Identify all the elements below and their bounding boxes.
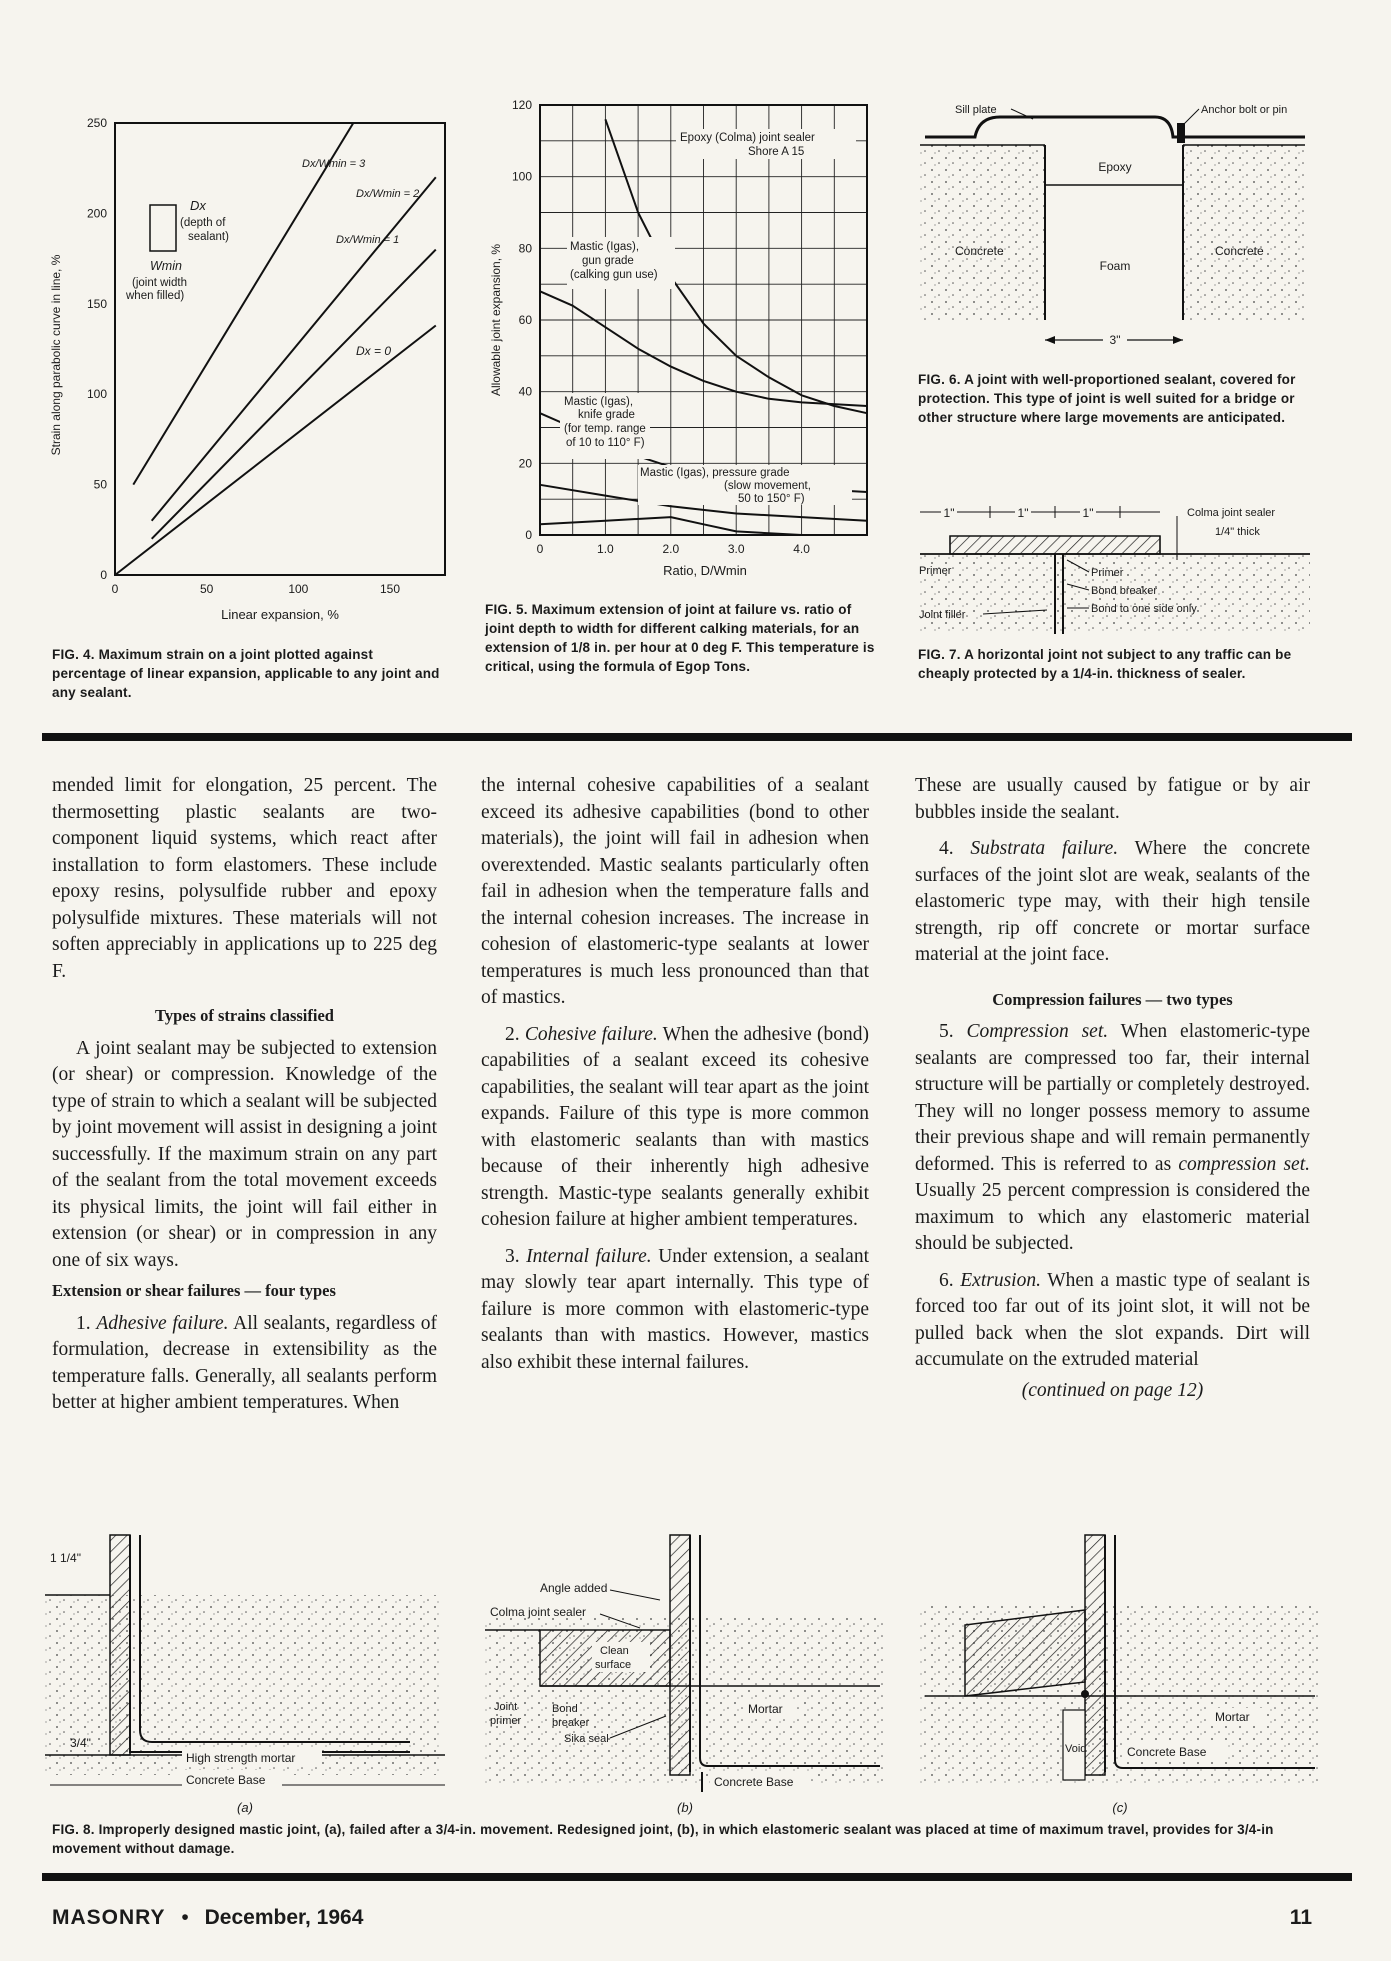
fig6-dim: 3": [1109, 333, 1121, 347]
fig5-gun-1: Mastic (Igas),: [570, 241, 640, 253]
fig6-caption: FIG. 6. A joint with well-proportioned sealant, covered for protection. This type of joint is well suited for a bridge or other structure where large movements are anticipated.: [918, 372, 1296, 425]
fig5-y-tick: 20: [518, 456, 532, 471]
fig4-curve-label-2: Dx/Wmin = 2: [356, 188, 420, 200]
fig8b-sika: Sika seal: [564, 1733, 609, 1745]
fig4-y-ticks: [87, 116, 107, 582]
footer-page-number: 11: [1289, 1906, 1312, 1929]
fig4-series-line-0: [133, 123, 353, 485]
fig5-caption: FIG. 5. Maximum extension of joint at failure vs. ratio of joint depth to width for different calking materials, for an extension of 1/8 in. per hour at 0 deg F. This temperature is critical, using the formula of Egop Tons.: [485, 602, 875, 674]
fig5-press-1: Mastic (Igas), pressure grade: [640, 467, 790, 479]
fig5-y-ticks: [512, 98, 532, 542]
fig8a-label: (a): [237, 1800, 253, 1815]
fig4-y-tick: 250: [86, 116, 107, 130]
fig4-x-tick: 0: [111, 582, 119, 596]
continued-note: (continued on page 12): [1021, 1379, 1204, 1401]
fig7-dim-3: 1": [1082, 506, 1094, 520]
fig4-series-line-3: [115, 326, 436, 576]
fig7-joint-filler: Joint filler: [919, 609, 966, 621]
fig8c-mortar: Mortar: [1215, 1710, 1250, 1724]
fig7-primer-r: Primer: [1091, 567, 1124, 579]
fig5-ylabel: Allowable joint expansion, %: [489, 243, 503, 397]
text-column-3: [915, 773, 1310, 1404]
fig4-ylabel: Strain along parabolic curve in line, %: [49, 254, 63, 456]
fig5-knife-3: (for temp. range: [564, 423, 646, 435]
fig4-inset-rect: [150, 205, 176, 251]
top-rule: [42, 733, 1352, 741]
fig8b-colma: Colma joint sealer: [490, 1605, 587, 1619]
fig5-knife-1: Mastic (Igas),: [564, 396, 634, 408]
fig5-annotations: [560, 129, 856, 505]
fig6-diagram: [915, 95, 1315, 365]
fig7-colma: Colma joint sealer: [1187, 507, 1276, 519]
fig5-x-tick: 0: [536, 542, 544, 556]
col1-heading-types: Types of strains classified: [155, 1006, 334, 1025]
text-column-2: [481, 773, 869, 1386]
fig8c-angle-wall: [1085, 1535, 1105, 1775]
fig5-gun-3: (calking gun use): [570, 269, 658, 281]
fig7-thick: 1/4" thick: [1215, 526, 1260, 538]
fig8c-base: Concrete Base: [1127, 1745, 1207, 1759]
footer-magazine: MASONRY: [52, 1906, 166, 1929]
fig4-chart: [40, 95, 460, 635]
fig8a-dim1: 1 1/4": [50, 1551, 81, 1565]
fig4-curve-label-1: Dx/Wmin = 1: [336, 234, 400, 246]
fig5-press-2: (slow movement,: [724, 480, 811, 492]
fig7-sealer-layer: [950, 536, 1160, 554]
fig4-inset: [125, 198, 229, 302]
fig5-knife-4: of 10 to 110° F): [566, 437, 645, 449]
fig8-diagram-b: [480, 1520, 890, 1820]
fig8b-base: Concrete Base: [714, 1775, 794, 1789]
col3-paragraph-4: 6. Extrusion. When a mastic type of sealant is forced too far out of its joint slot, it will not be pulled back when the slot expands. Dirt will accumulate on the extruded material: [915, 1269, 1311, 1370]
fig4-y-tick: 100: [86, 387, 107, 402]
fig4-inset-wmin-note2: when filled): [126, 290, 185, 302]
text-column-1: [52, 773, 437, 1427]
fig8c-sealer: [965, 1610, 1085, 1696]
fig8b-clean-1: Clean: [600, 1645, 629, 1657]
footer: [52, 1906, 1312, 1936]
fig6-foam: Foam: [1099, 259, 1131, 273]
col1-paragraph-3: 1. Adhesive failure. All sealants, regardless of formulation, decrease in extensibility as the temperature falls. Generally, all sealants perform better at higher ambient temperatures. When: [52, 1312, 437, 1413]
fig8b-angle-wall: [670, 1535, 690, 1775]
fig5-chart: [480, 95, 880, 590]
fig5-gun-2: gun grade: [582, 255, 634, 267]
footer-bullet: •: [181, 1906, 189, 1929]
fig8c-label: (c): [1112, 1800, 1128, 1815]
fig6-concrete-right: [1183, 145, 1305, 320]
fig8b-bond-2: breaker: [552, 1717, 590, 1729]
fig8-diagram-c: [915, 1520, 1325, 1820]
fig8a-base: Concrete Base: [186, 1773, 266, 1787]
col1-paragraph-1: mended limit for elongation, 25 percent. The thermosetting plastic sealants are two-component liquid systems, which react after installation to form elastomers. These include epoxy resins, polysulfide rubber and epoxy polysulfide mixtures. These materials will not soften appreciably in applications up to 225 deg F.: [52, 775, 437, 982]
fig5-x-tick: 2.0: [662, 542, 680, 556]
fig5-x-ticks: [537, 542, 811, 556]
fig5-x-tick: 3.0: [727, 542, 745, 556]
fig4-inset-dx-note1: (depth of: [180, 217, 226, 229]
fig5-y-tick: 120: [511, 98, 532, 112]
fig7-dim-1: 1": [943, 506, 955, 520]
fig8c-void-label: Void: [1065, 1743, 1087, 1755]
fig8b-mortar: Mortar: [748, 1702, 783, 1716]
col1-paragraph-2: A joint sealant may be subjected to extension (or shear) or compression. Knowledge of the type of strain to which a sealant will be subjected by joint movement will assist in designing a joint successfully. If the maximum strain on any part of the sealant from the total movement exceeds its physical limits, the joint will fail either in extension (or shear) or in compression in any one of six ways.: [52, 1037, 438, 1271]
fig7-caption: FIG. 7. A horizontal joint not subject to any traffic can be cheaply protected by a 1/4-in. thickness of sealer.: [918, 647, 1292, 681]
fig8b-label: (b): [677, 1800, 693, 1815]
fig8b-angle: Angle added: [540, 1581, 608, 1595]
fig5-y-tick: 0: [525, 528, 532, 542]
fig4-series-line-2: [152, 250, 436, 539]
fig6-sill-plate: [925, 117, 1305, 137]
fig4-x-ticks: [112, 582, 401, 596]
col3-heading-compression: Compression failures — two types: [992, 989, 1233, 1009]
col2-paragraph-2: 2. Cohesive failure. When the adhesive (bond) capabilities of a sealant exceed its cohesive capabilities, the sealant will tear apart as the joint expands. Failure of this type is more common with elastomeric sealants than with mastics because of their inherently high adhesive strength. Mastic-type sealants generally exhibit cohesion failure at higher ambient temperatures.: [481, 1023, 869, 1230]
fig4-y-tick: 0: [100, 568, 107, 582]
fig7-diagram: [915, 500, 1315, 640]
fig7-bond-one: Bond to one side only: [1091, 603, 1197, 615]
fig4-y-tick: 150: [86, 296, 107, 311]
fig5-epoxy-1: Epoxy (Colma) joint sealer: [680, 132, 815, 144]
fig5-x-tick: 4.0: [793, 542, 810, 556]
fig5-epoxy-2: Shore A 15: [748, 146, 805, 158]
col3-paragraph-3: 5. Compression set. When elastomeric-type sealants are compressed too far, their internal structure will be partially or completely destroyed. They will no longer possess memory to assume their previous shape and will remain permanently deformed. This is referred to as compression set. Usually 25 percent compression is considered the maximum to which any elastomeric material should be subjected.: [915, 1021, 1311, 1254]
fig5-y-tick: 100: [511, 169, 532, 184]
fig6-concrete-r: Concrete: [1215, 244, 1264, 258]
fig4-inset-wmin: Wmin: [150, 259, 182, 273]
fig8-diagram-a: [40, 1520, 450, 1820]
fig8-caption: FIG. 8. Improperly designed mastic joint, (a), failed after a 3/4-in. movement. Redesigned joint, (b), in which elastomeric sealant was placed at time of maximum travel, provides for 3/4-in movement without damage.: [52, 1822, 1274, 1856]
fig8a-angle-wall: [110, 1535, 130, 1755]
fig6-sill-label: Sill plate: [955, 104, 997, 116]
fig4-x-tick: 50: [199, 582, 214, 596]
fig5-xlabel: Ratio, D/Wmin: [663, 563, 747, 578]
bottom-rule: [42, 1873, 1352, 1881]
fig5-y-tick: 40: [518, 384, 532, 399]
fig7-bond-breaker: Bond breaker: [1091, 585, 1158, 597]
fig4-y-tick: 50: [93, 477, 107, 492]
fig4-xlabel: Linear expansion, %: [221, 607, 339, 622]
fig8b-joint-2: primer: [490, 1715, 522, 1727]
fig5-press-3: 50 to 150° F): [738, 493, 805, 505]
fig5-y-tick: 60: [518, 313, 532, 327]
fig4-inset-dx-note2: sealant): [188, 231, 229, 243]
fig8a-mortar: High strength mortar: [186, 1751, 296, 1765]
fig4-inset-dx: Dx: [190, 198, 206, 213]
footer-date: December, 1964: [204, 1906, 364, 1929]
fig6-anchor-bolt: [1177, 123, 1185, 143]
col1-heading-extension: Extension or shear failures — four types: [52, 1281, 336, 1300]
fig8b-clean-2: surface: [595, 1659, 632, 1671]
fig4-inset-wmin-note1: (joint width: [132, 277, 187, 289]
fig7-dim-2: 1": [1017, 506, 1029, 520]
fig4-caption: FIG. 4. Maximum strain on a joint plotted against percentage of linear expansion, applicable to any joint and any sealant.: [52, 647, 440, 700]
col2-paragraph-3: 3. Internal failure. Under extension, a sealant may slowly tear apart internally. This type of failure is more common with elastomeric-type sealants than with mastics. However, mastics also exhibit these internal failures.: [481, 1245, 869, 1373]
fig6-anchor-label: Anchor bolt or pin: [1201, 104, 1288, 116]
col2-paragraph-1: the internal cohesive capabilities of a sealant exceed its adhesive capabilities (bond to other materials), the joint will fail in adhesion when overextended. Mastic sealants particularly often fail in adhesion when the temperature falls and the internal cohesion increases. The increase in cohesion of elastomeric-type sealants at lower temperatures is much less pronounced than that of mastics.: [481, 775, 869, 1008]
fig4-curve-label-3: Dx/Wmin = 3: [302, 158, 366, 170]
fig8a-dim2: 3/4": [70, 1736, 91, 1750]
fig4-x-tick: 100: [288, 582, 309, 596]
fig8b-joint-1: Joint: [494, 1701, 518, 1713]
fig6-concrete-l: Concrete: [955, 244, 1004, 258]
fig5-knife-2: knife grade: [578, 409, 635, 421]
fig6-concrete-left: [920, 145, 1045, 320]
fig4-x-tick: 150: [379, 582, 401, 596]
fig5-y-tick: 80: [518, 241, 532, 256]
col3-paragraph-2: 4. Substrata failure. Where the concrete surfaces of the joint slot are weak, sealants of the elastomeric type may, with their high tensile strength, rip off concrete or mortar surface material at the joint face.: [915, 838, 1310, 965]
fig7-primer-l: Primer: [919, 565, 952, 577]
fig5-x-tick: 1.0: [597, 542, 614, 556]
fig4-y-tick: 200: [86, 206, 107, 221]
fig4-curve-label-0: Dx = 0: [356, 344, 392, 358]
col3-paragraph-1: These are usually caused by fatigue or by air bubbles inside the sealant.: [915, 775, 1310, 823]
fig8b-bond-1: Bond: [552, 1703, 578, 1715]
fig6-epoxy: Epoxy: [1098, 160, 1132, 174]
